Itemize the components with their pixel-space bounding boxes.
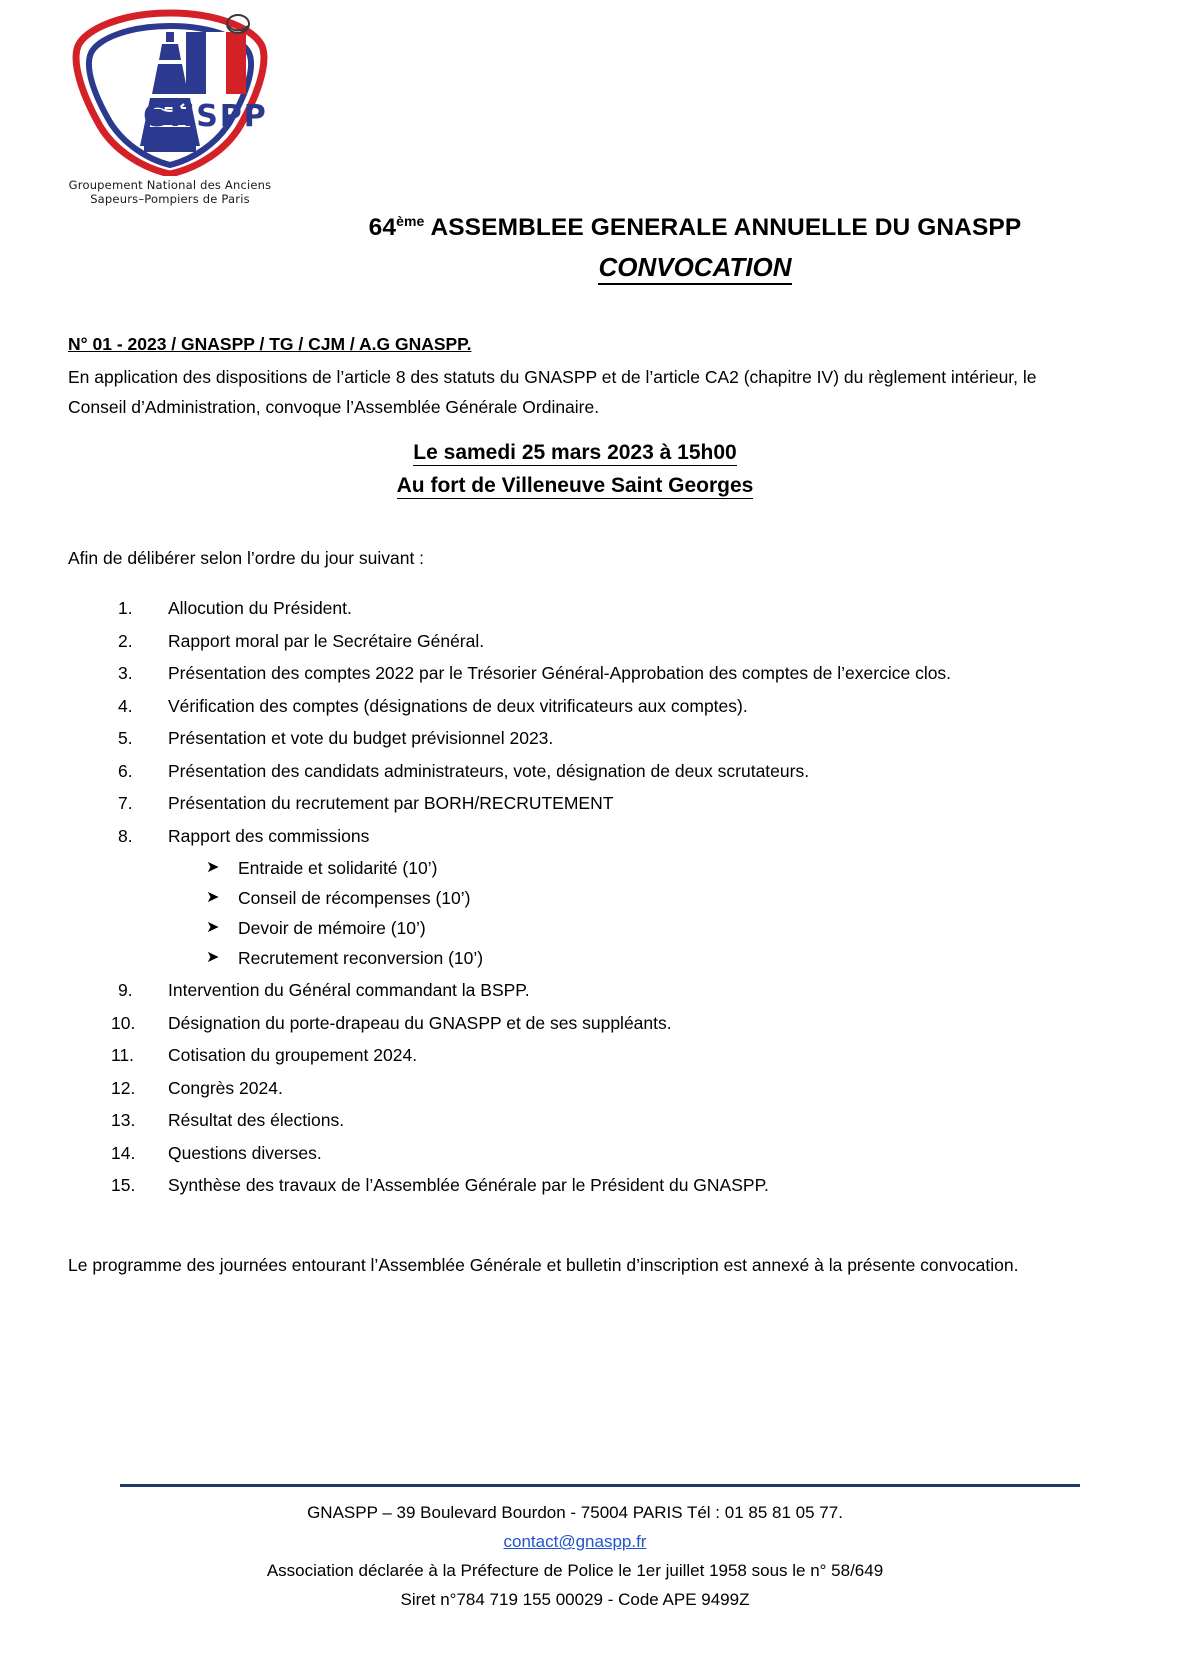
footer-association: Association déclarée à la Préfecture de Police le 1er juillet 1958 sous le n° 58/649 [266,1561,884,1580]
agenda-sublist [168,853,1082,973]
logo-caption-line1: Groupement National des Anciens [68,178,272,192]
agenda-item [68,1041,1082,1070]
agenda-item [68,1139,1082,1168]
agenda-subitem-text: Recrutement reconversion (10’) [238,947,484,968]
agenda-item-text: Résultat des élections. [168,1110,345,1130]
agenda-item [68,1074,1082,1103]
meeting-date-text: Le samedi 25 mars 2023 à 15h00 [413,441,737,464]
footer-siret: Siret n°784 719 155 00029 - Code APE 9499Z [400,1590,750,1609]
agenda-item [68,1171,1082,1200]
agenda-item [68,789,1082,818]
meeting-place-text: Au fort de Villeneuve Saint Georges [396,474,754,497]
agenda-item [68,1106,1082,1135]
arrow-bullet-icon: ➤ [206,888,220,906]
agenda-subitem-text: Devoir de mémoire (10’) [238,917,426,938]
agenda-item-text: Congrès 2024. [168,1077,283,1098]
agenda-item-text: Cotisation du groupement 2024. [168,1045,418,1065]
agenda-item-text: Allocution du Président. [168,598,352,618]
svg-text:GN: GN [143,99,197,134]
agenda-item [68,692,1082,721]
title-ordinal-suffix: ème [396,213,425,229]
title-main-text: ASSEMBLEE GENERALE ANNUELLE DU GNASPP [424,214,1022,242]
arrow-bullet-icon: ➤ [206,858,220,876]
agenda-item [68,594,1082,623]
page-subtitle [280,252,1110,283]
footer-address: GNASPP – 39 Boulevard Bourdon - 75004 PARIS Tél : 01 85 81 05 77. [307,1503,843,1522]
footer-divider [120,1484,1080,1487]
agenda-item [68,1009,1082,1038]
meeting-place [68,469,1082,502]
agenda-item-text: Présentation du recrutement par BORH/RECRUTEMENT [168,793,614,813]
arrow-bullet-icon: ➤ [206,948,220,966]
agenda-subitem [168,943,1082,973]
gnaspp-logo [55,8,285,206]
logo-caption-line2: Sapeurs–Pompiers de Paris [90,192,250,206]
agenda-item-text: Présentation et vote du budget prévisionnel 2023. [168,728,554,748]
agenda-item [68,659,1082,688]
footer [68,1498,1082,1614]
agenda-item [68,724,1082,753]
agenda-subitem-text: Entraide et solidarité (10’) [238,857,438,878]
subtitle-text: CONVOCATION [598,252,791,285]
agenda-list [68,594,1082,1200]
agenda-item-text: Vérification des comptes (désignations de deux vitrificateurs aux comptes). [168,695,748,716]
document-body [68,330,1082,1280]
gnaspp-emblem-icon [70,8,270,176]
svg-text:SPP: SPP [196,99,268,134]
agenda-item-text: Désignation du porte-drapeau du GNASPP et de ses suppléants. [168,1012,672,1033]
footer-email-link[interactable]: contact@gnaspp.fr [503,1532,647,1551]
intro-paragraph: En application des dispositions de l’article 8 des statuts du GNASPP et de l’article CA2 (chapitre IV) du règlement intérieur, le Conseil d’Administration, convoque l’Assemblée Générale Ordinaire. [68,367,1037,417]
reference-number: N° 01 - 2023 / GNASPP / TG / CJM / A.G GNASPP. [68,334,472,354]
agenda-item [68,976,1082,1005]
agenda-item-text: Questions diverses. [168,1142,322,1163]
agenda-item [68,627,1082,656]
agenda-item-text: Rapport des commissions [168,825,370,846]
agenda-item-text: Présentation des candidats administrateurs, vote, désignation de deux scrutateurs. [168,760,810,781]
agenda-item [68,757,1082,786]
agenda-subitem [168,853,1082,883]
arrow-bullet-icon: ➤ [206,918,220,936]
agenda-subitem-text: Conseil de récompenses (10’) [238,887,471,908]
agenda-subitem [168,883,1082,913]
agenda-subitem [168,913,1082,943]
closing-paragraph: Le programme des journées entourant l’Assemblée Générale et bulletin d’inscription est annexé à la présente convocation. [68,1255,1019,1275]
title-ordinal: 64 [368,214,397,242]
agenda-item-text: Synthèse des travaux de l’Assemblée Générale par le Président du GNASPP. [168,1175,769,1195]
agenda-item [68,822,1082,973]
page-title [280,213,1110,242]
agenda-lead-in: Afin de délibérer selon l’ordre du jour suivant : [68,548,425,568]
agenda-item-text: Intervention du Général commandant la BSPP. [168,980,530,1000]
agenda-item-text: Présentation des comptes 2022 par le Trésorier Général-Approbation des comptes de l’exercice clos. [168,663,952,683]
meeting-date [68,436,1082,469]
agenda-item-text: Rapport moral par le Secrétaire Général. [168,630,485,651]
